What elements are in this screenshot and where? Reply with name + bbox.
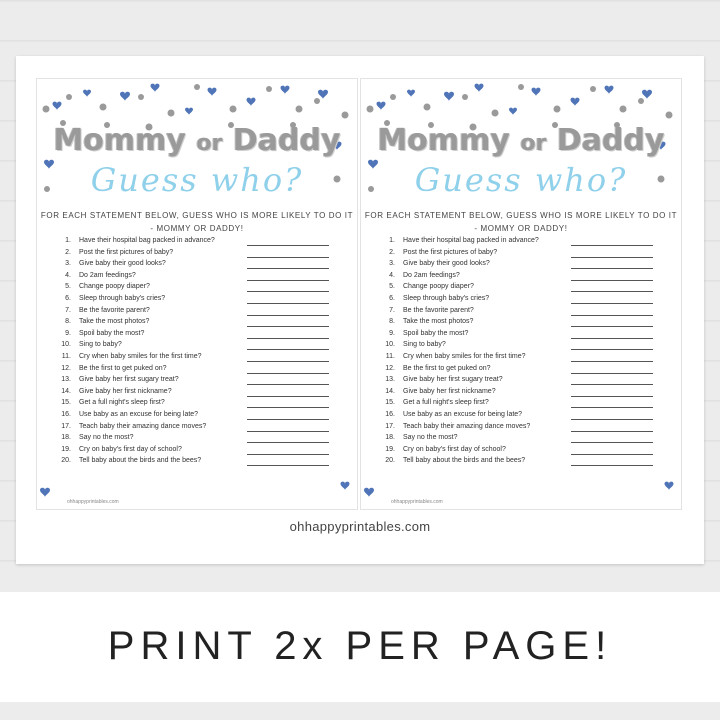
heart-icon xyxy=(665,482,674,490)
question-text: Take the most photos? xyxy=(403,318,474,326)
heart-icon xyxy=(532,88,541,96)
question-text: Tell baby about the birds and the bees? xyxy=(403,457,526,465)
answer-line[interactable] xyxy=(571,257,653,258)
instructions xyxy=(361,209,681,235)
question-item xyxy=(381,388,677,400)
game-card-right xyxy=(360,78,682,510)
confetti-dot xyxy=(638,98,644,104)
question-number: 3. xyxy=(389,260,395,268)
title-main xyxy=(37,123,357,158)
confetti-dot xyxy=(194,84,200,90)
question-number: 16. xyxy=(61,410,71,418)
question-text: Cry on baby's first day of school? xyxy=(403,445,506,453)
question-item xyxy=(381,283,677,295)
confetti-dot xyxy=(314,98,320,104)
question-text: Give baby their good looks? xyxy=(79,260,166,268)
question-text: Cry on baby's first day of school? xyxy=(79,445,182,453)
question-number: 3. xyxy=(65,260,71,268)
question-number: 18. xyxy=(61,434,71,442)
question-text: Say no the most? xyxy=(79,434,134,442)
answer-line[interactable] xyxy=(571,442,653,443)
heart-icon xyxy=(53,102,62,110)
question-item xyxy=(57,307,353,319)
title-sub: Guess who? xyxy=(90,161,304,199)
question-number: 15. xyxy=(385,399,395,407)
question-item xyxy=(381,307,677,319)
question-item xyxy=(57,457,353,469)
question-item xyxy=(381,365,677,377)
answer-line[interactable] xyxy=(247,326,329,327)
question-item xyxy=(381,295,677,307)
question-text: Be the favorite parent? xyxy=(403,306,474,314)
question-text: Be the favorite parent? xyxy=(79,306,150,314)
answer-line[interactable] xyxy=(571,431,653,432)
title-sub: Guess who? xyxy=(414,161,628,199)
answer-line[interactable] xyxy=(571,291,653,292)
answer-line[interactable] xyxy=(571,326,653,327)
question-item xyxy=(381,434,677,446)
heart-icon xyxy=(642,90,652,99)
confetti-dot xyxy=(266,86,272,92)
heart-icon xyxy=(444,92,454,101)
question-number: 8. xyxy=(65,318,71,326)
title-word-daddy: Daddy xyxy=(232,123,341,158)
answer-line[interactable] xyxy=(247,257,329,258)
question-number: 20. xyxy=(61,457,71,465)
banner xyxy=(0,592,720,702)
answer-line[interactable] xyxy=(571,349,653,350)
confetti-dot xyxy=(590,86,596,92)
heart-icon xyxy=(377,102,386,110)
answer-line[interactable] xyxy=(247,315,329,316)
instructions-line-1: FOR EACH STATEMENT BELOW, GUESS WHO IS MORE LIKELY TO DO IT xyxy=(40,211,354,220)
heart-icon xyxy=(341,482,350,490)
heart-icon xyxy=(247,98,256,106)
question-text: Give baby their good looks? xyxy=(403,260,490,268)
question-item xyxy=(381,446,677,458)
heart-icon xyxy=(185,108,193,115)
question-number: 7. xyxy=(65,306,71,314)
question-number: 14. xyxy=(385,387,395,395)
question-number: 12. xyxy=(385,364,395,372)
confetti-dot xyxy=(66,94,72,100)
answer-line[interactable] xyxy=(247,291,329,292)
question-text: Give baby her first sugary treat? xyxy=(403,376,503,384)
question-number: 19. xyxy=(385,445,395,453)
question-number: 1. xyxy=(389,237,395,244)
question-item xyxy=(57,341,353,353)
question-item xyxy=(381,260,677,272)
question-number: 11. xyxy=(385,352,395,360)
question-text: Sleep through baby's cries? xyxy=(403,294,490,302)
title-word-mommy: Mommy xyxy=(377,123,510,158)
question-text: Be the first to get puked on? xyxy=(79,364,167,372)
question-item xyxy=(57,434,353,446)
answer-line[interactable] xyxy=(247,396,329,397)
question-item xyxy=(57,260,353,272)
confetti-dot xyxy=(138,94,144,100)
credit-text: ohhappyprintables.com xyxy=(391,499,443,505)
question-text: Spoil baby the most? xyxy=(403,329,469,337)
question-item xyxy=(381,318,677,330)
answer-line[interactable] xyxy=(571,419,653,420)
confetti-dot xyxy=(666,112,673,119)
question-text: Post the first pictures of baby? xyxy=(403,248,498,256)
heart-icon xyxy=(318,90,328,99)
question-number: 9. xyxy=(65,329,71,337)
question-item xyxy=(381,411,677,423)
question-item xyxy=(381,341,677,353)
question-number: 6. xyxy=(389,294,395,302)
heart-icon xyxy=(208,88,217,96)
answer-line[interactable] xyxy=(247,349,329,350)
question-number: 17. xyxy=(385,422,395,430)
question-text: Get a full night's sleep first? xyxy=(79,399,165,407)
question-item xyxy=(57,283,353,295)
heart-icon xyxy=(120,92,130,101)
answer-line[interactable] xyxy=(571,465,653,466)
question-number: 4. xyxy=(389,271,395,279)
confetti-dot xyxy=(424,104,431,111)
answer-line[interactable] xyxy=(571,268,653,269)
question-number: 5. xyxy=(389,283,395,291)
answer-line[interactable] xyxy=(247,454,329,455)
question-number: 16. xyxy=(385,410,395,418)
question-text: Use baby as an excuse for being late? xyxy=(403,410,523,418)
answer-line[interactable] xyxy=(247,361,329,362)
banner-text: PRINT 2x PER PAGE! xyxy=(107,624,613,668)
question-item xyxy=(381,249,677,261)
question-number: 11. xyxy=(61,352,71,360)
question-text: Take the most photos? xyxy=(79,318,150,326)
confetti-dot xyxy=(620,106,627,113)
answer-line[interactable] xyxy=(247,407,329,408)
instructions-line-1: FOR EACH STATEMENT BELOW, GUESS WHO IS MORE LIKELY TO DO IT xyxy=(364,211,678,220)
confetti-dot xyxy=(342,112,349,119)
heart-icon xyxy=(509,108,517,115)
question-text: Tell baby about the birds and the bees? xyxy=(79,457,202,465)
confetti-dot xyxy=(168,110,175,117)
question-text: Give baby her first nickname? xyxy=(79,387,172,395)
question-text: Have their hospital bag packed in advance? xyxy=(79,237,215,244)
question-text: Spoil baby the most? xyxy=(79,329,145,337)
question-item xyxy=(57,330,353,342)
question-item xyxy=(381,376,677,388)
question-text: Teach baby their amazing dance moves? xyxy=(79,422,207,430)
answer-line[interactable] xyxy=(571,407,653,408)
answer-line[interactable] xyxy=(571,384,653,385)
question-item xyxy=(381,423,677,435)
instructions xyxy=(37,209,357,235)
confetti-dot xyxy=(554,106,561,113)
question-text: Sing to baby? xyxy=(403,341,446,349)
answer-line[interactable] xyxy=(247,338,329,339)
question-text: Have their hospital bag packed in advance? xyxy=(403,237,539,244)
question-list xyxy=(57,237,353,469)
heart-icon xyxy=(571,98,580,106)
question-text: Be the first to get puked on? xyxy=(403,364,491,372)
question-text: Do 2am feedings? xyxy=(403,271,460,279)
printable-sheet xyxy=(16,56,704,564)
answer-line[interactable] xyxy=(247,280,329,281)
answer-line[interactable] xyxy=(571,280,653,281)
question-number: 14. xyxy=(61,387,71,395)
question-item xyxy=(57,249,353,261)
heart-icon xyxy=(40,488,50,497)
question-item xyxy=(57,295,353,307)
title-word-or: or xyxy=(196,131,223,156)
heart-icon xyxy=(475,84,484,92)
question-text: Change poopy diaper? xyxy=(403,283,474,291)
heart-icon xyxy=(605,86,614,94)
question-item xyxy=(57,353,353,365)
confetti-dot xyxy=(367,106,374,113)
question-number: 12. xyxy=(61,364,71,372)
question-item xyxy=(381,237,677,249)
answer-line[interactable] xyxy=(247,431,329,432)
answer-line[interactable] xyxy=(247,245,329,246)
question-text: Do 2am feedings? xyxy=(79,271,136,279)
confetti-dot xyxy=(518,84,524,90)
question-text: Cry when baby smiles for the first time? xyxy=(79,352,202,360)
heart-icon xyxy=(364,488,374,497)
answer-line[interactable] xyxy=(247,442,329,443)
question-number: 19. xyxy=(61,445,71,453)
corner-hearts xyxy=(37,469,357,509)
question-item xyxy=(57,411,353,423)
confetti-dot xyxy=(390,94,396,100)
question-item xyxy=(57,365,353,377)
question-number: 9. xyxy=(389,329,395,337)
heart-icon xyxy=(83,90,91,97)
confetti-dot xyxy=(100,104,107,111)
answer-line[interactable] xyxy=(247,373,329,374)
answer-line[interactable] xyxy=(571,315,653,316)
question-text: Give baby her first sugary treat? xyxy=(79,376,179,384)
corner-hearts xyxy=(361,469,681,509)
instructions-line-2: - MOMMY OR DADDY! xyxy=(150,224,244,233)
question-item xyxy=(57,423,353,435)
question-text: Say no the most? xyxy=(403,434,458,442)
answer-line[interactable] xyxy=(571,303,653,304)
question-item xyxy=(57,446,353,458)
question-number: 15. xyxy=(61,399,71,407)
question-item xyxy=(57,376,353,388)
confetti-dot xyxy=(296,106,303,113)
question-number: 2. xyxy=(65,248,71,256)
question-item xyxy=(57,388,353,400)
answer-line[interactable] xyxy=(571,245,653,246)
question-number: 5. xyxy=(65,283,71,291)
question-number: 20. xyxy=(385,457,395,465)
heart-icon xyxy=(281,86,290,94)
question-text: Teach baby their amazing dance moves? xyxy=(403,422,531,430)
answer-line[interactable] xyxy=(571,396,653,397)
instructions-line-2: - MOMMY OR DADDY! xyxy=(474,224,568,233)
answer-line[interactable] xyxy=(247,384,329,385)
question-number: 6. xyxy=(65,294,71,302)
question-item xyxy=(381,272,677,284)
answer-line[interactable] xyxy=(247,419,329,420)
question-text: Give baby her first nickname? xyxy=(403,387,496,395)
title-word-daddy: Daddy xyxy=(556,123,665,158)
question-item xyxy=(57,237,353,249)
title-main xyxy=(361,123,681,158)
question-number: 17. xyxy=(61,422,71,430)
question-text: Get a full night's sleep first? xyxy=(403,399,489,407)
question-item xyxy=(57,272,353,284)
confetti-dot xyxy=(230,106,237,113)
question-item xyxy=(381,330,677,342)
question-text: Sleep through baby's cries? xyxy=(79,294,166,302)
question-text: Change poopy diaper? xyxy=(79,283,150,291)
game-card-left xyxy=(36,78,358,510)
question-item xyxy=(381,399,677,411)
answer-line[interactable] xyxy=(571,338,653,339)
heart-icon xyxy=(407,90,415,97)
answer-line[interactable] xyxy=(571,373,653,374)
question-number: 18. xyxy=(385,434,395,442)
confetti-dot xyxy=(43,106,50,113)
question-item xyxy=(57,318,353,330)
question-number: 10. xyxy=(385,341,395,349)
question-text: Cry when baby smiles for the first time? xyxy=(403,352,526,360)
question-number: 13. xyxy=(385,376,395,384)
question-number: 2. xyxy=(389,248,395,256)
site-url: ohhappyprintables.com xyxy=(289,519,431,534)
question-list xyxy=(381,237,677,469)
question-text: Use baby as an excuse for being late? xyxy=(79,410,199,418)
question-item xyxy=(381,353,677,365)
question-text: Post the first pictures of baby? xyxy=(79,248,174,256)
answer-line[interactable] xyxy=(571,361,653,362)
answer-line[interactable] xyxy=(247,268,329,269)
title-word-mommy: Mommy xyxy=(53,123,186,158)
answer-line[interactable] xyxy=(247,465,329,466)
credit-text: ohhappyprintables.com xyxy=(67,499,119,505)
question-text: Sing to baby? xyxy=(79,341,122,349)
question-number: 7. xyxy=(389,306,395,314)
question-number: 8. xyxy=(389,318,395,326)
question-number: 10. xyxy=(61,341,71,349)
confetti-dot xyxy=(492,110,499,117)
question-item xyxy=(381,457,677,469)
heart-icon xyxy=(151,84,160,92)
question-number: 4. xyxy=(65,271,71,279)
question-number: 13. xyxy=(61,376,71,384)
answer-line[interactable] xyxy=(247,303,329,304)
answer-line[interactable] xyxy=(571,454,653,455)
confetti-dot xyxy=(462,94,468,100)
question-number: 1. xyxy=(65,237,71,244)
title-word-or: or xyxy=(520,131,547,156)
question-item xyxy=(57,399,353,411)
